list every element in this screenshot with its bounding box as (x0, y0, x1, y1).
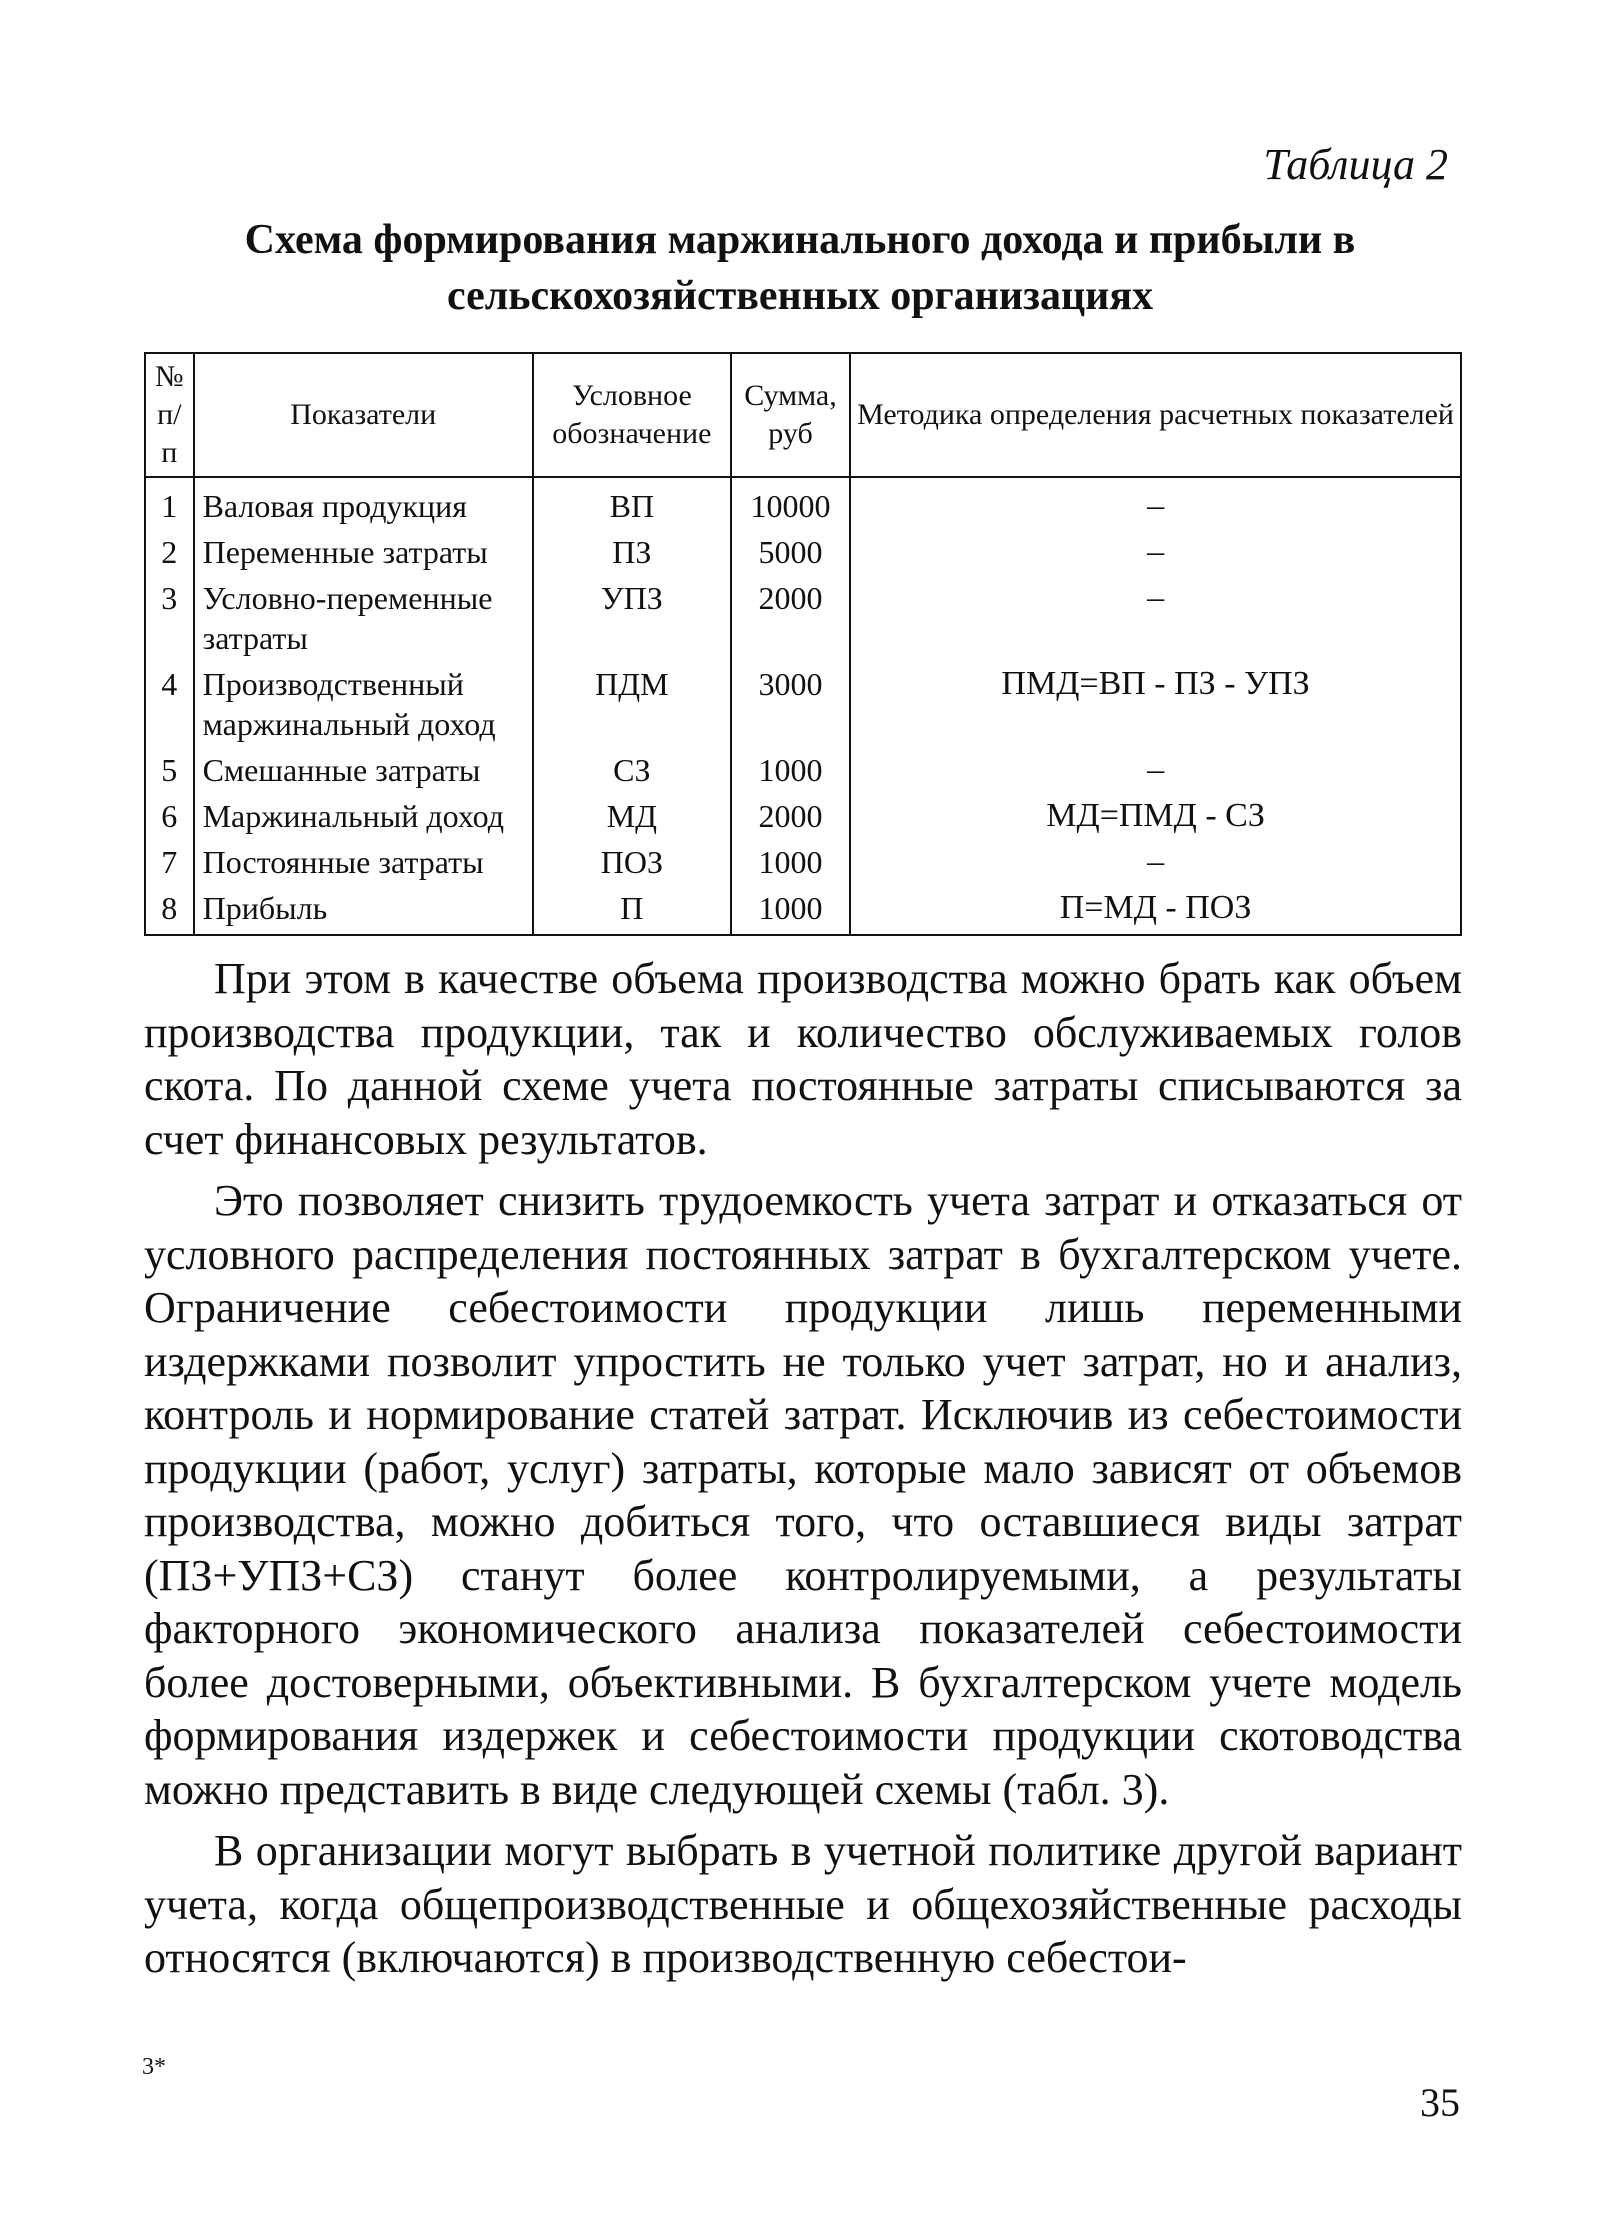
row-indicator: Валовая продукция (194, 477, 533, 529)
row-method: – (850, 839, 1461, 885)
table-row (145, 747, 1461, 793)
row-symbol: ПЗ (533, 529, 731, 575)
row-sum: 3000 (731, 661, 850, 747)
row-indicator: Условно-переменные затраты (194, 575, 533, 661)
table-row (145, 661, 1461, 747)
row-num: 3 (145, 575, 194, 661)
table-header-row (145, 353, 1461, 477)
table-title (140, 212, 1460, 324)
header-sum: Сумма, руб (731, 353, 850, 477)
table-label: Таблица 2 (1263, 140, 1448, 189)
row-symbol: ПОЗ (533, 839, 731, 885)
row-num: 4 (145, 661, 194, 747)
row-sum: 1000 (731, 839, 850, 885)
page-number: 35 (1420, 2080, 1460, 2125)
row-method: МД=ПМД - СЗ (850, 793, 1461, 839)
row-method: – (850, 477, 1461, 529)
row-sum: 5000 (731, 529, 850, 575)
row-symbol: ВП (533, 477, 731, 529)
signature-mark: 3* (142, 2054, 166, 2080)
row-sum: 2000 (731, 575, 850, 661)
row-indicator: Смешанные затраты (194, 747, 533, 793)
table-row (145, 793, 1461, 839)
row-indicator: Производственный маржинальный доход (194, 661, 533, 747)
body-text (144, 952, 1462, 1993)
header-indicator: Показатели (194, 353, 533, 477)
row-sum: 1000 (731, 747, 850, 793)
paragraph-3: В организации могут выбрать в учетной политике другой вариант учета, когда общепроизводственные и общехозяйственные расходы относятся (включаются) в производственную себестои- (144, 1826, 1462, 1982)
row-symbol: МД (533, 793, 731, 839)
row-num: 5 (145, 747, 194, 793)
table-title-line-1: Схема формирования маржинального дохода и прибыли в (244, 217, 1356, 263)
paragraph-1: При этом в качестве объема производства можно брать как объем производства продукции, так и количество обслуживаемых голов скота. По данной схеме учета постоянные затраты списываются за счет финансовых результатов. (144, 954, 1462, 1164)
row-symbol: ПДМ (533, 661, 731, 747)
row-indicator: Переменные затраты (194, 529, 533, 575)
row-sum: 2000 (731, 793, 850, 839)
paragraph-2: Это позволяет снизить трудоемкость учета затрат и отказаться от условного распределения постоянных затрат в бухгалтерском учете. Ограничение себестоимости продукции лишь переменными издержками позволит упростить не только учет затрат, но и анализ, контроль и нормирование статей затрат. Исключив из себестоимости продукции (работ, услуг) затраты, которые мало зависят от объемов производства, можно добиться того, что оставшиеся виды затрат (ПЗ+УПЗ+СЗ) станут более контролируемыми, а результаты факторного экономического анализа показателей себестоимости более достоверными, объективными. В бухгалтерском учете модель формирования издержек и себестоимости продукции скотоводства можно представить в виде следующей схемы (табл. 3). (144, 1176, 1462, 1814)
row-num: 6 (145, 793, 194, 839)
table-row (145, 529, 1461, 575)
row-sum: 10000 (731, 477, 850, 529)
row-indicator: Маржинальный доход (194, 793, 533, 839)
row-indicator: Постоянные затраты (194, 839, 533, 885)
header-num: № п/п (145, 353, 194, 477)
table-row (145, 839, 1461, 885)
row-num: 2 (145, 529, 194, 575)
row-num: 1 (145, 477, 194, 529)
table-row (145, 575, 1461, 661)
row-method: – (850, 747, 1461, 793)
table-row (145, 477, 1461, 529)
row-num: 8 (145, 885, 194, 935)
row-method: – (850, 575, 1461, 661)
row-symbol: СЗ (533, 747, 731, 793)
row-num: 7 (145, 839, 194, 885)
header-method: Методика определения расчетных показателей (850, 353, 1461, 477)
row-method: ПМД=ВП - ПЗ - УПЗ (850, 661, 1461, 747)
row-method: П=МД - ПОЗ (850, 885, 1461, 935)
header-symbol: Условное обозначение (533, 353, 731, 477)
row-symbol: П (533, 885, 731, 935)
table-row (145, 885, 1461, 935)
row-indicator: Прибыль (194, 885, 533, 935)
row-method: – (850, 529, 1461, 575)
row-sum: 1000 (731, 885, 850, 935)
table-title-line-2: сельскохозяйственных организациях (446, 273, 1154, 319)
row-symbol: УПЗ (533, 575, 731, 661)
margin-income-table (144, 352, 1462, 936)
